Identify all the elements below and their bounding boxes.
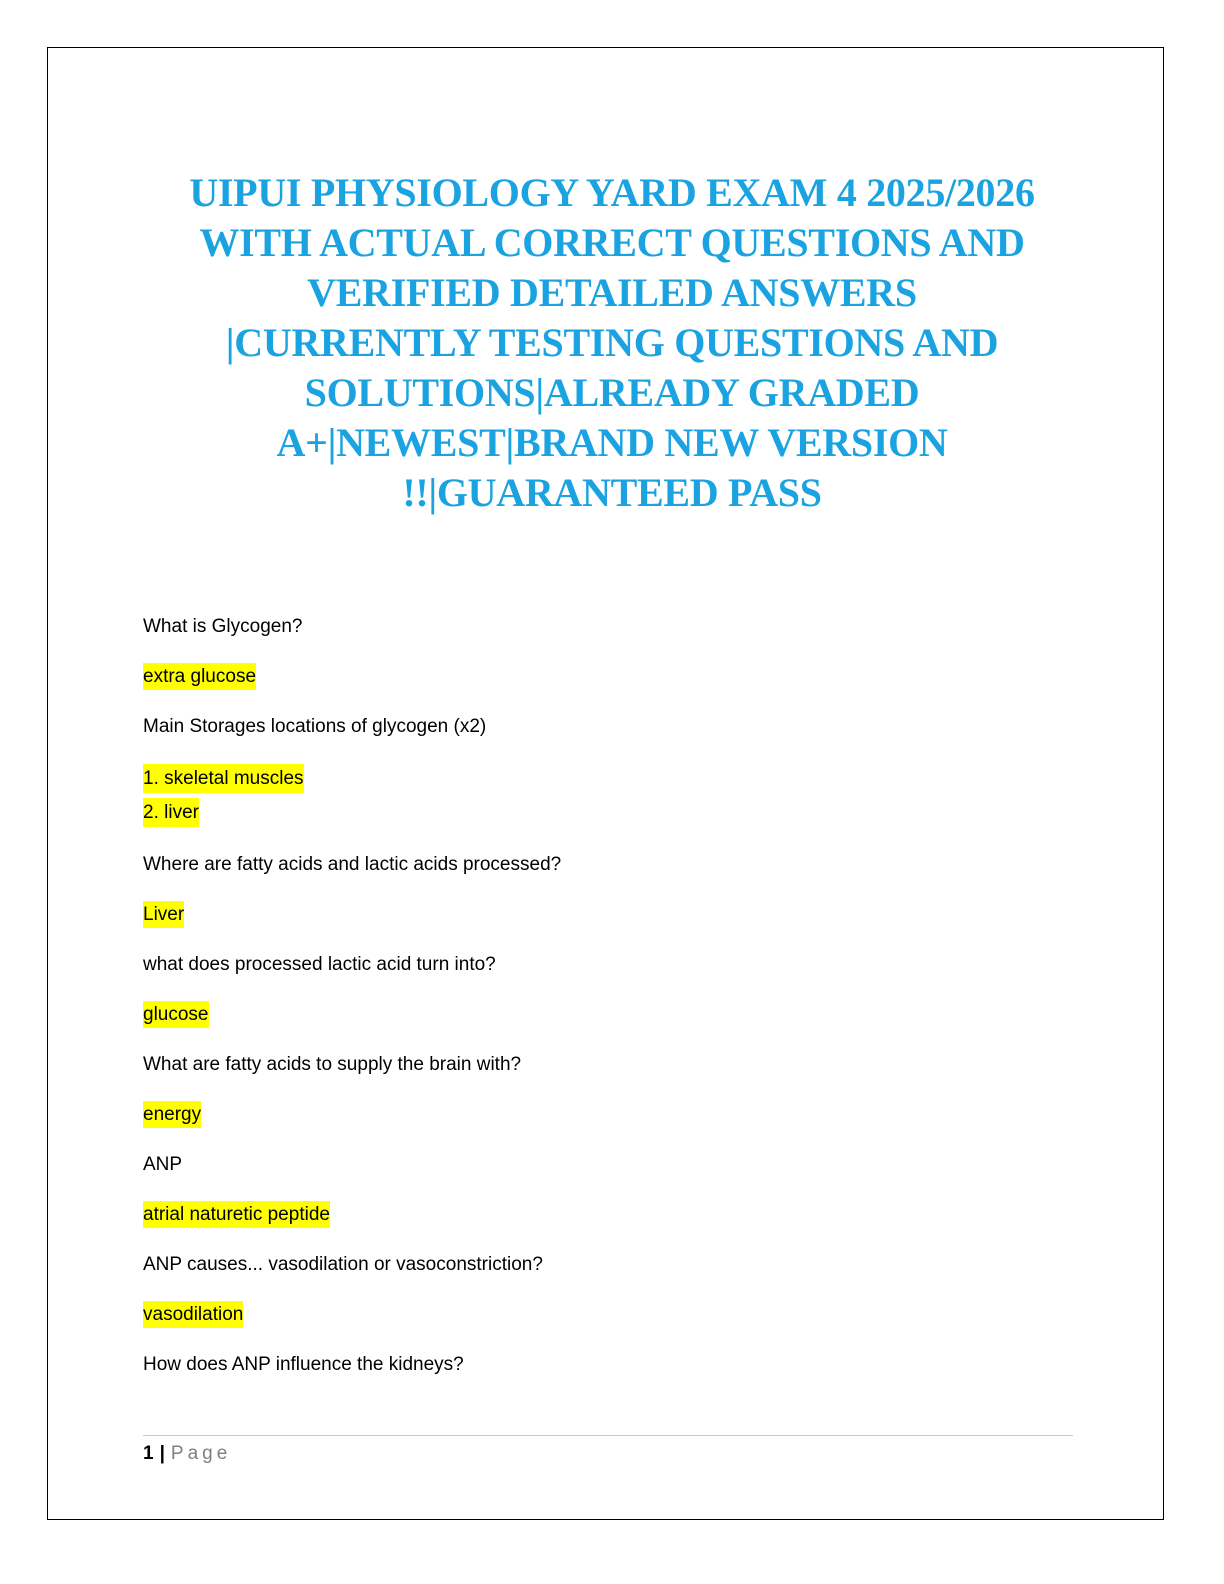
question: What is Glycogen? xyxy=(143,616,303,637)
highlighted-answer: 2. liver xyxy=(143,798,199,827)
highlighted-answer: extra glucose xyxy=(143,663,256,690)
highlighted-answer: atrial naturetic peptide xyxy=(143,1201,330,1228)
document-title xyxy=(120,168,1104,518)
question: How does ANP influence the kidneys? xyxy=(143,1354,464,1375)
title-line: WITH ACTUAL CORRECT QUESTIONS AND xyxy=(199,220,1025,265)
highlighted-answer: energy xyxy=(143,1101,201,1128)
question: What are fatty acids to supply the brain with? xyxy=(143,1054,522,1075)
qa-list xyxy=(143,612,1073,1400)
question: Where are fatty acids and lactic acids processed? xyxy=(143,854,562,875)
page-label: Page xyxy=(170,1443,232,1464)
answer xyxy=(143,662,1073,692)
question: ANP causes... vasodilation or vasoconstriction? xyxy=(143,1254,543,1275)
highlighted-answer: glucose xyxy=(143,1001,209,1028)
highlighted-answer: vasodilation xyxy=(143,1301,243,1328)
question: Main Storages locations of glycogen (x2) xyxy=(143,716,487,737)
title-line: SOLUTIONS|ALREADY GRADED xyxy=(304,370,920,415)
title-line: !!|GUARANTEED PASS xyxy=(402,470,822,515)
highlighted-answer: Liver xyxy=(143,901,184,928)
answer xyxy=(143,1100,1073,1130)
answer xyxy=(143,1200,1073,1230)
answer xyxy=(143,762,1073,830)
answer xyxy=(143,900,1073,930)
answer xyxy=(143,1000,1073,1030)
title-line: A+|NEWEST|BRAND NEW VERSION xyxy=(276,420,948,465)
question: what does processed lactic acid turn into? xyxy=(143,954,496,975)
highlighted-answer: 1. skeletal muscles xyxy=(143,764,304,793)
page-number: 1 xyxy=(143,1443,154,1464)
answer xyxy=(143,1300,1073,1330)
footer-separator: | xyxy=(159,1443,165,1464)
question: ANP xyxy=(143,1154,183,1175)
title-line: UIPUI PHYSIOLOGY YARD EXAM 4 2025/2026 xyxy=(189,170,1035,215)
title-line: VERIFIED DETAILED ANSWERS xyxy=(307,270,917,315)
page-footer xyxy=(143,1442,231,1466)
footer-divider xyxy=(143,1435,1073,1436)
title-line: |CURRENTLY TESTING QUESTIONS AND xyxy=(225,320,999,365)
